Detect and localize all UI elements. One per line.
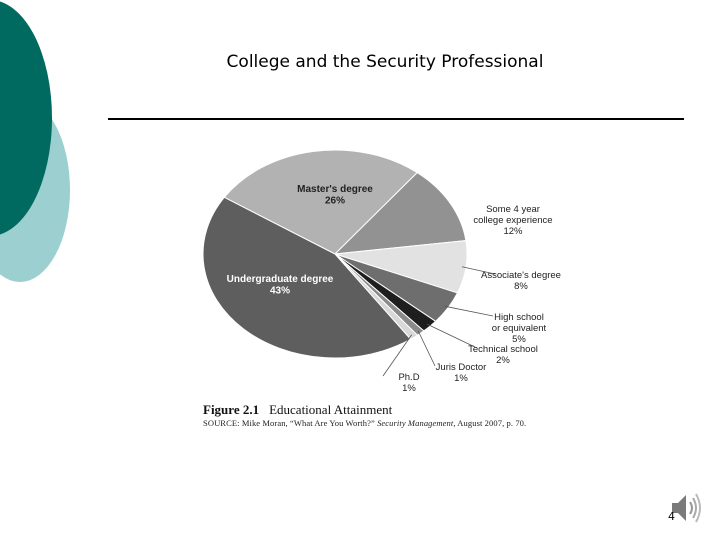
- slice-value-juris-doctor: 1%: [454, 373, 468, 384]
- slice-label-some-4-year-college-experience-line-1: Some 4 year: [486, 204, 540, 215]
- slice-label-associate-s-degree: Associate's degree: [481, 270, 561, 281]
- decorative-circles: [0, 0, 80, 300]
- page-number: 4: [668, 510, 675, 523]
- slice-value-associate-s-degree: 8%: [514, 281, 528, 292]
- source-prefix: SOURCE: Mike Moran, “What Are You Worth?”: [203, 418, 375, 428]
- slice-value-technical-school: 2%: [496, 355, 510, 366]
- slice-label-master-s-degree: Master's degree: [297, 184, 373, 195]
- slice-label-high-school-or-equivalent-line-1: High school: [494, 312, 544, 323]
- slice-value-ph-d: 1%: [402, 383, 416, 394]
- slice-value-master-s-degree: 26%: [324, 195, 346, 207]
- slice-value-some-4-year-college-experience: 12%: [503, 226, 523, 237]
- figure-source: [203, 418, 526, 428]
- slice-value-undergraduate-degree: 43%: [269, 285, 291, 297]
- title-divider: [108, 118, 684, 120]
- slice-label-undergraduate-degree: Undergraduate degree: [226, 274, 334, 285]
- source-suffix: , August 2007, p. 70.: [453, 418, 527, 428]
- slide-title: College and the Security Professional: [226, 52, 544, 72]
- source-journal: Security Management: [377, 418, 454, 428]
- leader-line-juris-doctor: [418, 331, 435, 366]
- slice-label-juris-doctor: Juris Doctor: [435, 362, 487, 373]
- leader-line-high-school-or-equivalent: [445, 306, 493, 316]
- slice-label-technical-school: Technical school: [468, 344, 538, 355]
- slice-label-high-school-or-equivalent-line-2: or equivalent: [491, 323, 547, 334]
- slice-label-ph-d: Ph.D: [398, 372, 420, 383]
- figure-caption-text: Educational Attainment: [269, 402, 393, 417]
- figure-label: Figure 2.1: [203, 402, 260, 417]
- figure-caption: [203, 402, 392, 418]
- slice-value-high-school-or-equivalent: 5%: [512, 334, 526, 345]
- pie-chart: [185, 140, 605, 400]
- slice-label-some-4-year-college-experience-line-2: college experience: [473, 215, 553, 226]
